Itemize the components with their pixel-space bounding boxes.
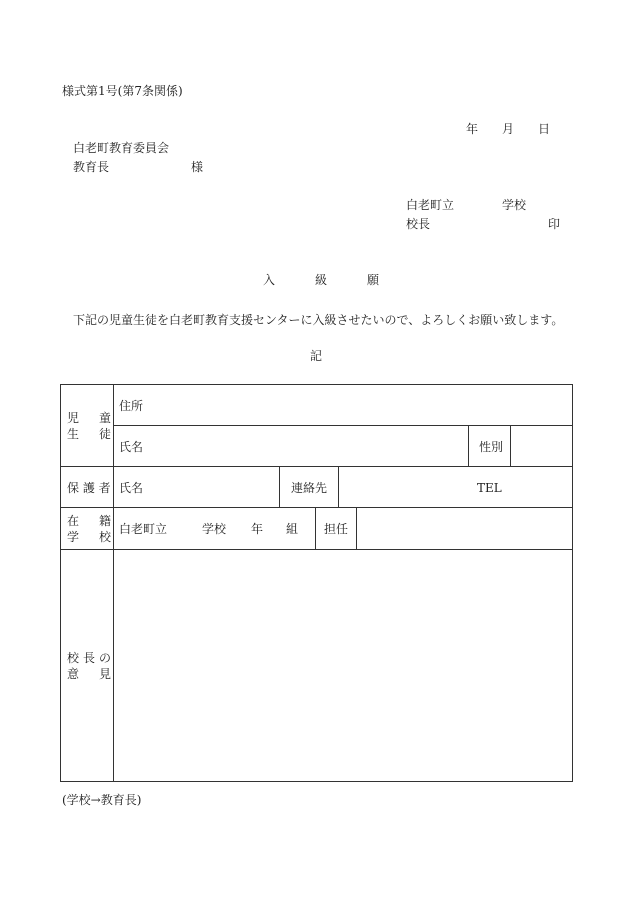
table-line bbox=[61, 466, 572, 467]
guardian-name-label: 氏名 bbox=[119, 481, 144, 495]
class-label: 組 bbox=[286, 522, 299, 536]
label-char: 見 bbox=[98, 667, 111, 681]
date-line bbox=[466, 122, 550, 136]
addressee-honorific: 様 bbox=[191, 160, 204, 174]
homeroom-teacher-label: 担任 bbox=[324, 522, 349, 536]
label-char: 童 bbox=[98, 411, 111, 425]
table-line bbox=[338, 466, 339, 507]
label-char: 校 bbox=[67, 651, 80, 665]
principal-opinion-field[interactable] bbox=[114, 550, 572, 780]
principal-opinion-label bbox=[67, 650, 111, 682]
form-number: 様式第1号(第7条関係) bbox=[62, 84, 183, 98]
label-char: 生 bbox=[67, 427, 80, 441]
table-line bbox=[468, 425, 469, 466]
label-char: 徒 bbox=[98, 427, 111, 441]
routing-note: (学校→教育長) bbox=[62, 793, 142, 807]
label-char: 長 bbox=[82, 651, 95, 665]
date-year: 年 bbox=[466, 122, 479, 136]
request-text: 下記の児童生徒を白老町教育支援センターに入級させたいので、よろしくお願い致します。 bbox=[73, 313, 564, 327]
grade-label: 年 bbox=[251, 522, 264, 536]
table-line bbox=[315, 507, 316, 549]
label-char: 籍 bbox=[98, 514, 111, 528]
label-char: 学 bbox=[67, 530, 80, 544]
contact-label: 連絡先 bbox=[291, 481, 328, 495]
enrolled-school-prefix: 白老町立 bbox=[119, 522, 168, 536]
table-line bbox=[356, 507, 357, 549]
title-char: 級 bbox=[315, 273, 328, 287]
table-line bbox=[279, 466, 280, 507]
date-day: 日 bbox=[538, 122, 551, 136]
gender-label: 性別 bbox=[479, 440, 504, 454]
title-char: 願 bbox=[367, 273, 380, 287]
label-char: 校 bbox=[98, 530, 111, 544]
title-char: 入 bbox=[263, 273, 276, 287]
sender-school-suffix: 学校 bbox=[502, 198, 527, 212]
enrollment-label bbox=[67, 513, 111, 545]
student-name-label: 氏名 bbox=[119, 440, 144, 454]
enrolled-school-suffix: 学校 bbox=[202, 522, 227, 536]
tel-label: TEL bbox=[477, 481, 502, 495]
table-line bbox=[61, 507, 572, 508]
application-table bbox=[60, 384, 573, 782]
sender-principal: 校長 bbox=[406, 217, 431, 231]
table-line bbox=[113, 425, 572, 426]
student-label bbox=[67, 410, 111, 442]
address-label: 住所 bbox=[119, 399, 144, 413]
date-month: 月 bbox=[502, 122, 515, 136]
sender-school-prefix: 白老町立 bbox=[406, 198, 455, 212]
label-char: の bbox=[98, 651, 111, 665]
label-char: 児 bbox=[67, 411, 80, 425]
label-char: 意 bbox=[67, 667, 80, 681]
label-char: 在 bbox=[67, 514, 80, 528]
ki-heading: 記 bbox=[310, 349, 323, 363]
guardian-label: 保 護 者 bbox=[67, 481, 111, 495]
document-title bbox=[263, 273, 379, 287]
addressee-chief: 教育長 bbox=[73, 160, 110, 174]
addressee-board: 白老町教育委員会 bbox=[73, 141, 170, 155]
table-line bbox=[510, 425, 511, 466]
sender-seal: 印 bbox=[548, 217, 561, 231]
